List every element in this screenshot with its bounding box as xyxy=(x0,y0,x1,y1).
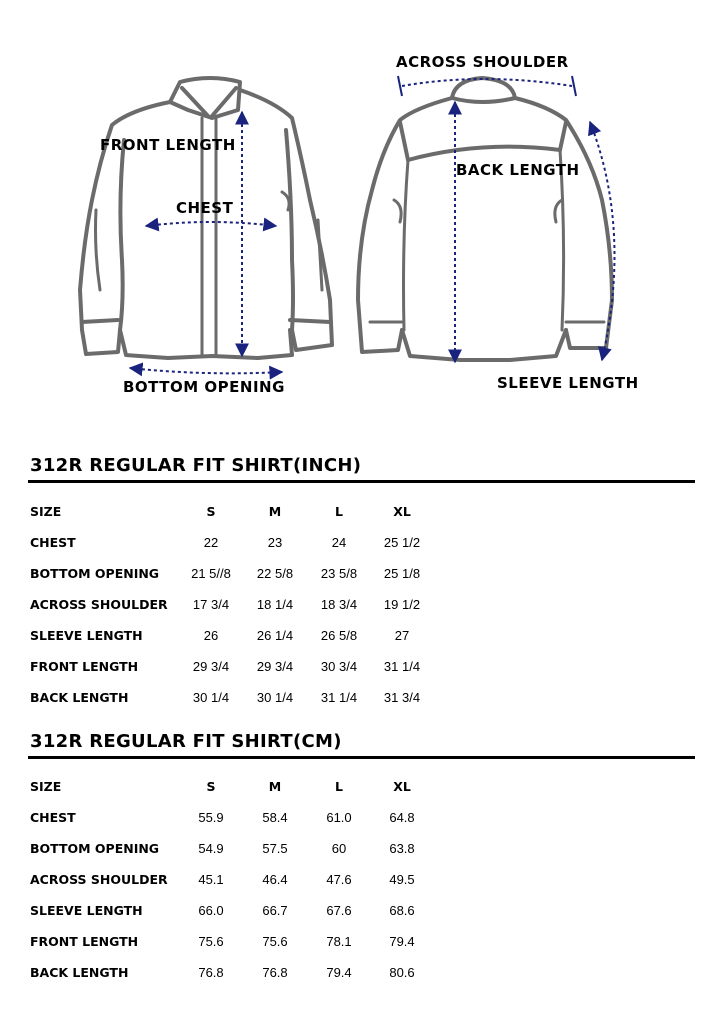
table-cell: 54.9 xyxy=(198,841,224,856)
table-cell: 60 xyxy=(331,841,347,856)
table-header-row xyxy=(0,779,723,799)
table-cell: 22 xyxy=(203,535,219,550)
table-cell: 64.8 xyxy=(389,810,415,825)
table-cell: 78.1 xyxy=(326,934,352,949)
title-rule xyxy=(28,756,695,759)
table-cell: 31 3/4 xyxy=(383,690,421,705)
table-cell: 66.7 xyxy=(262,903,288,918)
row-label: BACK LENGTH xyxy=(30,965,129,980)
sleeve-length-label: SLEEVE LENGTH xyxy=(497,374,639,392)
table-cell: 75.6 xyxy=(262,934,288,949)
table-cell: 49.5 xyxy=(389,872,415,887)
row-label: CHEST xyxy=(30,810,76,825)
header-cell: XL xyxy=(393,779,411,794)
row-label: BOTTOM OPENING xyxy=(30,566,160,581)
back-length-label: BACK LENGTH xyxy=(456,161,580,179)
table-cell: 29 3/4 xyxy=(192,659,230,674)
header-cell: S xyxy=(206,504,216,519)
header-cell: L xyxy=(335,504,343,519)
table-cell: 57.5 xyxy=(262,841,288,856)
header-cell: S xyxy=(206,779,216,794)
header-cell: M xyxy=(268,504,282,519)
table-cell: 27 xyxy=(394,628,410,643)
table-title: 312R REGULAR FIT SHIRT(CM) xyxy=(30,731,342,752)
title-rule xyxy=(28,480,695,483)
table-header-row xyxy=(0,504,723,524)
header-cell: XL xyxy=(393,504,411,519)
chest-label: CHEST xyxy=(176,199,234,217)
table-cell: 26 5/8 xyxy=(320,628,358,643)
table-cell: 55.9 xyxy=(198,810,224,825)
row-label: ACROSS SHOULDER xyxy=(30,597,168,612)
table-cell: 63.8 xyxy=(389,841,415,856)
shirt-measurement-diagram xyxy=(0,0,723,420)
header-cell: L xyxy=(335,779,343,794)
table-cell: 30 1/4 xyxy=(192,690,230,705)
table-cell: 23 xyxy=(267,535,283,550)
table-cell: 45.1 xyxy=(198,872,224,887)
table-cell: 25 1/8 xyxy=(383,566,421,581)
table-row xyxy=(0,566,723,586)
table-cell: 66.0 xyxy=(198,903,224,918)
row-label: ACROSS SHOULDER xyxy=(30,872,168,887)
table-cell: 18 1/4 xyxy=(256,597,294,612)
table-cell: 31 1/4 xyxy=(383,659,421,674)
table-row xyxy=(0,965,723,985)
table-cell: 19 1/2 xyxy=(383,597,421,612)
table-cell: 76.8 xyxy=(198,965,224,980)
table-cell: 18 3/4 xyxy=(320,597,358,612)
table-row xyxy=(0,872,723,892)
table-cell: 24 xyxy=(331,535,347,550)
table-cell: 22 5/8 xyxy=(256,566,294,581)
table-row xyxy=(0,628,723,648)
table-cell: 46.4 xyxy=(262,872,288,887)
row-label: FRONT LENGTH xyxy=(30,934,139,949)
table-title: 312R REGULAR FIT SHIRT(INCH) xyxy=(30,455,362,476)
header-cell: SIZE xyxy=(30,504,62,519)
header-cell: SIZE xyxy=(30,779,62,794)
back-shirt-drawing xyxy=(358,78,612,360)
table-row xyxy=(0,690,723,710)
table-cell: 79.4 xyxy=(326,965,352,980)
table-cell: 30 3/4 xyxy=(320,659,358,674)
table-cell: 80.6 xyxy=(389,965,415,980)
table-cell: 26 1/4 xyxy=(256,628,294,643)
table-cell: 58.4 xyxy=(262,810,288,825)
table-row xyxy=(0,597,723,617)
front-length-label: FRONT LENGTH xyxy=(100,136,236,154)
row-label: BACK LENGTH xyxy=(30,690,129,705)
table-cell: 68.6 xyxy=(389,903,415,918)
table-cell: 75.6 xyxy=(198,934,224,949)
row-label: CHEST xyxy=(30,535,76,550)
table-cell: 23 5/8 xyxy=(320,566,358,581)
table-cell: 47.6 xyxy=(326,872,352,887)
table-cell: 67.6 xyxy=(326,903,352,918)
table-cell: 21 5//8 xyxy=(191,566,231,581)
table-cell: 29 3/4 xyxy=(256,659,294,674)
table-cell: 17 3/4 xyxy=(192,597,230,612)
table-row xyxy=(0,934,723,954)
table-cell: 26 xyxy=(203,628,219,643)
table-row xyxy=(0,810,723,830)
header-cell: M xyxy=(268,779,282,794)
table-cell: 61.0 xyxy=(326,810,352,825)
table-cell: 76.8 xyxy=(262,965,288,980)
front-shirt-drawing xyxy=(80,78,332,358)
table-cell: 30 1/4 xyxy=(256,690,294,705)
row-label: BOTTOM OPENING xyxy=(30,841,160,856)
row-label: SLEEVE LENGTH xyxy=(30,628,143,643)
table-row xyxy=(0,659,723,679)
table-cell: 31 1/4 xyxy=(320,690,358,705)
table-row xyxy=(0,535,723,555)
shirt-illustration xyxy=(0,0,723,420)
table-cell: 79.4 xyxy=(389,934,415,949)
across-shoulder-label: ACROSS SHOULDER xyxy=(396,53,569,71)
row-label: SLEEVE LENGTH xyxy=(30,903,143,918)
row-label: FRONT LENGTH xyxy=(30,659,139,674)
bottom-opening-label: BOTTOM OPENING xyxy=(123,378,285,396)
table-row xyxy=(0,841,723,861)
table-row xyxy=(0,903,723,923)
table-cell: 25 1/2 xyxy=(383,535,421,550)
